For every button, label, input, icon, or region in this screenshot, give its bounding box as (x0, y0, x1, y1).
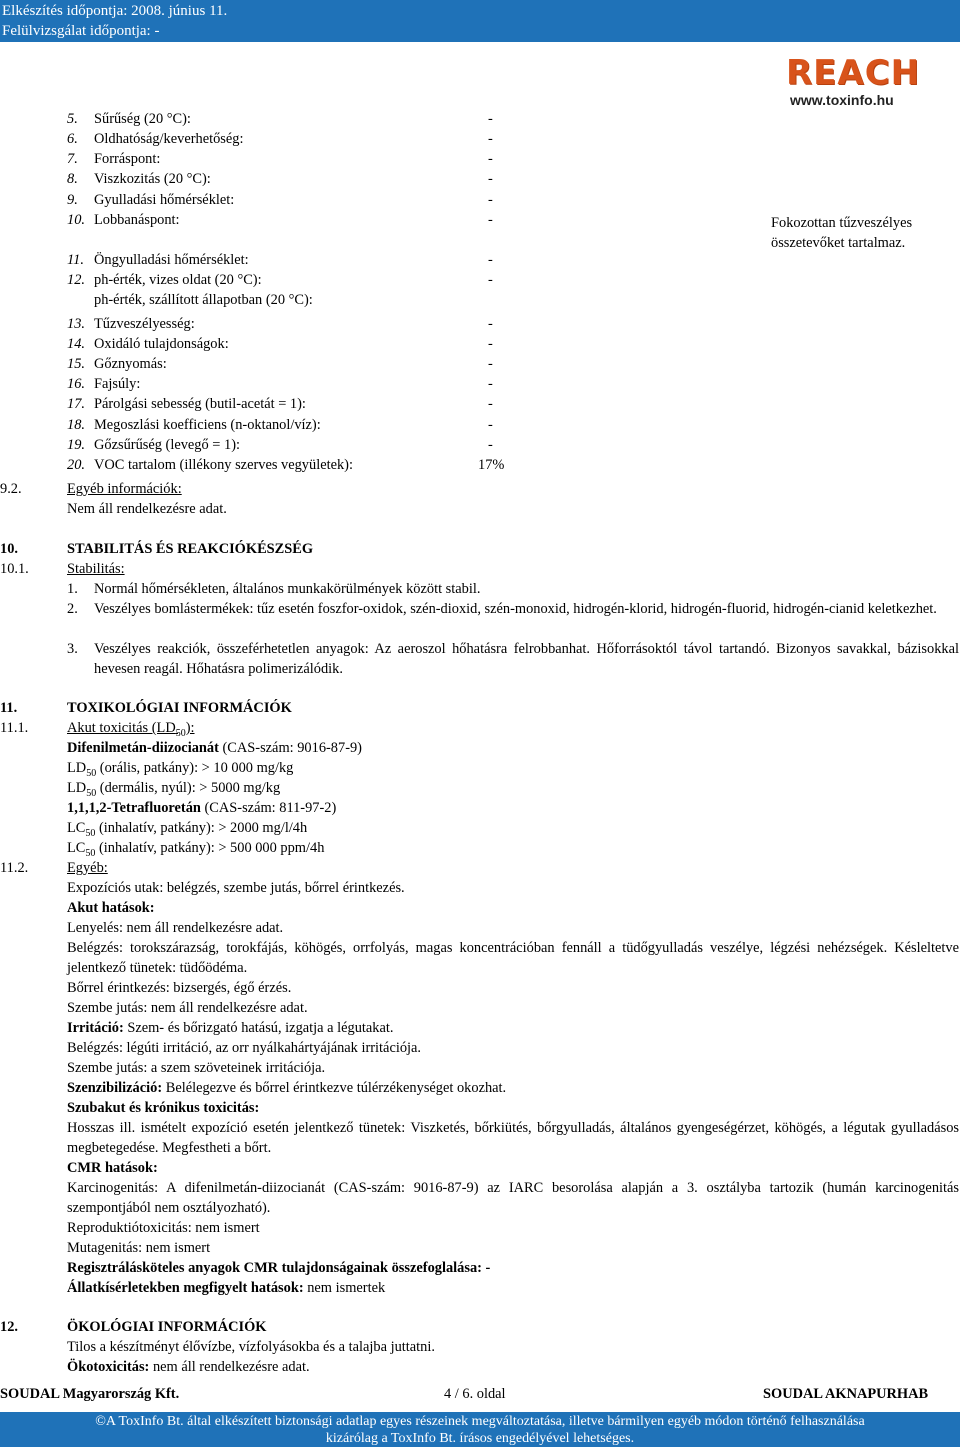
property-value: - (488, 111, 493, 127)
ingestion: Lenyelés: nem áll rendelkezésre adat. (67, 920, 284, 936)
stability-item-1-text: Normál hőmérsékleten, általános munkakörülmények között stabil. (94, 581, 481, 597)
property-number: 13. (67, 316, 85, 332)
stability-item-3-number: 3. (67, 641, 78, 657)
mutagenicity: Mutagenitás: nem ismert (67, 1240, 211, 1256)
ecotoxicity: Ökotoxicitás: nem áll rendelkezésre adat. (67, 1359, 310, 1375)
section-9-2-number: 9.2. (0, 481, 22, 497)
property-value: 17% (478, 457, 505, 473)
exposure-routes: Expozíciós utak: belégzés, szembe jutás, bőrrel érintkezés. (67, 880, 405, 896)
property-label: ph-érték, vizes oldat (20 °C): (94, 272, 262, 288)
creation-date: Elkészítés időpontja: 2008. június 11. (2, 3, 228, 19)
property-number: 9. (67, 192, 78, 208)
flash-note-line2: összetevőket tartalmaz. (771, 235, 906, 251)
property-label: Lobbanáspont: (94, 212, 180, 228)
property-value: - (488, 376, 493, 392)
property-value: - (488, 212, 493, 228)
section-10-1-title: Stabilitás: (67, 561, 125, 577)
property-value: - (488, 336, 493, 352)
eye-contact: Szembe jutás: nem áll rendelkezésre adat. (67, 1000, 308, 1016)
property-number: 5. (67, 111, 78, 127)
irritation-eye: Szembe jutás: a szem szöveteinek irritációja. (67, 1060, 326, 1076)
property-label: Párolgási sebesség (butil-acetát = 1): (94, 396, 306, 412)
section-11-number: 11. (0, 700, 18, 716)
section-10-1-number: 10.1. (0, 561, 29, 577)
property-label: Öngyulladási hőmérséklet: (94, 252, 249, 268)
property-label: Oxidáló tulajdonságok: (94, 336, 229, 352)
copyright-bar (0, 1412, 960, 1447)
property-label: Gőzsűrűség (levegő = 1): (94, 437, 240, 453)
substance-2: 1,1,1,2-Tetrafluoretán (CAS-szám: 811-97-2) (67, 800, 337, 816)
footer-product: SOUDAL AKNAPURHAB (763, 1386, 929, 1402)
logo-brand: REACH (786, 53, 921, 93)
property-label: Oldhatóság/keverhetőség: (94, 131, 244, 147)
property-label: VOC tartalom (illékony szerves vegyületek): (94, 457, 353, 473)
property-number: 12. (67, 272, 85, 288)
stability-item-1-number: 1. (67, 581, 78, 597)
property-value: - (488, 437, 493, 453)
ecology-text: Tilos a készítményt élővízbe, vízfolyásokba és a talajba juttatni. (67, 1339, 435, 1355)
irritation: Irritáció: Szem- és bőrizgató hatású, izgatja a légutakat. (67, 1020, 394, 1036)
ld50-dermal: $LD_{50}$ (dermális, nyúl): > 5000 mg/kg (67, 780, 281, 799)
section-11-title: TOXIKOLÓGIAI INFORMÁCIÓK (67, 700, 292, 716)
inhalation: Belégzés: torokszárazság, torokfájás, köhögés, orrfolyás, magas koncentrációban fennáll a tüdőgyulladás veszélye, légzési nehézségek. Késleltetve jelentkező tünetek: tüdőödéma. (67, 940, 959, 976)
property-number: 20. (67, 457, 85, 473)
property-number: 15. (67, 356, 85, 372)
property-value: - (488, 356, 493, 372)
property-number: 11. (67, 252, 84, 268)
copyright-line2: kizárólag a ToxInfo Bt. írásos engedélyével lehetséges. (325, 1431, 635, 1446)
property-number: 7. (67, 151, 78, 167)
lc50-1: $LC_{50}$ (inhalatív, patkány): > 2000 mg/l/4h (67, 820, 308, 839)
property-number: 17. (67, 396, 85, 412)
sensitization: Szenzibilizáció: Belélegezve és bőrrel érintkezve túlérzékenységet okozhat. (67, 1080, 507, 1096)
property-label: Megoszlási koefficiens (n-oktanol/víz): (94, 417, 321, 433)
property-number: 6. (67, 131, 78, 147)
property-number: 8. (67, 171, 78, 187)
property-label: Forráspont: (94, 151, 161, 167)
stability-item-3-text: Veszélyes reakciók, összeférhetetlen anyagok: Az aeroszol hőhatásra felrobbanhat. Hőforrásoktól távol tartandó. Bizonyos savakkal, bázisokkal hevesen reagál. Hőhatásra polimerizálódik. (94, 641, 959, 677)
skin-contact: Bőrrel érintkezés: bizsergés, égő érzés. (67, 980, 292, 996)
property-value: - (488, 252, 493, 268)
property-value: - (488, 272, 493, 288)
property-label: Gyulladási hőmérséklet: (94, 192, 235, 208)
section-10-title: STABILITÁS ÉS REAKCIÓKÉSZSÉG (67, 541, 314, 557)
property-number: 14. (67, 336, 85, 352)
property-value: - (488, 316, 493, 332)
property-label: Sűrűség (20 °C): (94, 111, 191, 127)
property-number: 10. (67, 212, 85, 228)
property-value: - (488, 131, 493, 147)
section-10-number: 10. (0, 541, 18, 557)
property-value: - (488, 417, 493, 433)
flash-note-line1: Fokozottan tűzveszélyes (771, 215, 913, 231)
property-value: - (488, 396, 493, 412)
property-number: 18. (67, 417, 85, 433)
section-11-1-number: 11.1. (0, 720, 29, 736)
irritation-inhalation: Belégzés: légúti irritáció, az orr nyálkahártyájának irritációja. (67, 1040, 422, 1056)
stability-item-2-text: Veszélyes bomlástermékek: tűz esetén foszfor-oxidok, szén-dioxid, szén-monoxid, hidrogén-klorid, hidrogén-fluorid, hidrogén-cianid keletkezhet. (94, 601, 937, 617)
section-12-number: 12. (0, 1319, 18, 1335)
section-11-1-title: Akut toxicitás $(LD_{50})$: (67, 720, 195, 739)
acute-effects-title: Akut hatások: (67, 900, 155, 916)
footer-company: SOUDAL Magyarország Kft. (0, 1386, 180, 1402)
revision-date: Felülvizsgálat időpontja: - (2, 23, 160, 39)
property-label: Tűzveszélyesség: (94, 316, 195, 332)
cmr-text: Karcinogenitás: A difenilmetán-diizocianát (CAS-szám: 9016-87-9) az IARC besorolása alapján a 3. osztályba tartozik (humán karcinogenitás szempontjából nem osztályozható). (67, 1180, 959, 1216)
property-value: - (488, 151, 493, 167)
property-label: Fajsúly: (94, 376, 141, 392)
section-11-2-number: 11.2. (0, 860, 29, 876)
chronic-toxicity-title: Szubakut és krónikus toxicitás: (67, 1100, 260, 1116)
cmr-summary: Regisztrálásköteles anyagok CMR tulajdonságainak összefoglalása: - (67, 1260, 491, 1276)
page-header (0, 0, 960, 42)
property-value: - (488, 171, 493, 187)
footer-page-number: 4 / 6. oldal (444, 1386, 506, 1402)
cmr-title: CMR hatások: (67, 1160, 158, 1176)
chronic-toxicity-text: Hosszas ill. ismételt expozíció esetén jelentkező tünetek: Viszketés, bőrkiütés, bőrgyulladás, általános gyengeségérzet, köhögés, a légutak gyulladásos megbetegedése. Megfestheti a bőrt. (67, 1120, 959, 1156)
copyright-line1: ©A ToxInfo Bt. által elkészített biztonsági adatlap egyes részeinek megváltoztatása, illetve bármilyen egyéb módon történő felhasználása (95, 1414, 865, 1429)
property-number: 19. (67, 437, 85, 453)
property-label: Viszkozitás (20 °C): (94, 171, 211, 187)
section-12-title: ÖKOLÓGIAI INFORMÁCIÓK (67, 1319, 267, 1335)
section-11-2-title: Egyéb: (67, 860, 108, 876)
property-number: 16. (67, 376, 85, 392)
lc50-2: $LC_{50}$ (inhalatív, patkány): > 500 000 ppm/4h (67, 840, 325, 859)
stability-item-2-number: 2. (67, 601, 78, 617)
reach-logo (786, 54, 960, 112)
property-value: - (488, 192, 493, 208)
ld50-oral: $LD_{50}$ (orális, patkány): > 10 000 mg/kg (67, 760, 294, 779)
reproductive-toxicity: Reproduktiótoxicitás: nem ismert (67, 1220, 260, 1236)
property-label: ph-érték, szállított állapotban (20 °C): (94, 292, 313, 308)
section-9-2-text: Nem áll rendelkezésre adat. (67, 501, 227, 517)
animal-tests: Állatkísérletekben megfigyelt hatások: nem ismertek (67, 1280, 386, 1296)
substance-1: Difenilmetán-diizocianát (CAS-szám: 9016-87-9) (67, 740, 362, 756)
logo-url: www.toxinfo.hu (790, 92, 894, 108)
property-label: Gőznyomás: (94, 356, 167, 372)
section-9-2-title: Egyéb információk: (67, 481, 182, 497)
